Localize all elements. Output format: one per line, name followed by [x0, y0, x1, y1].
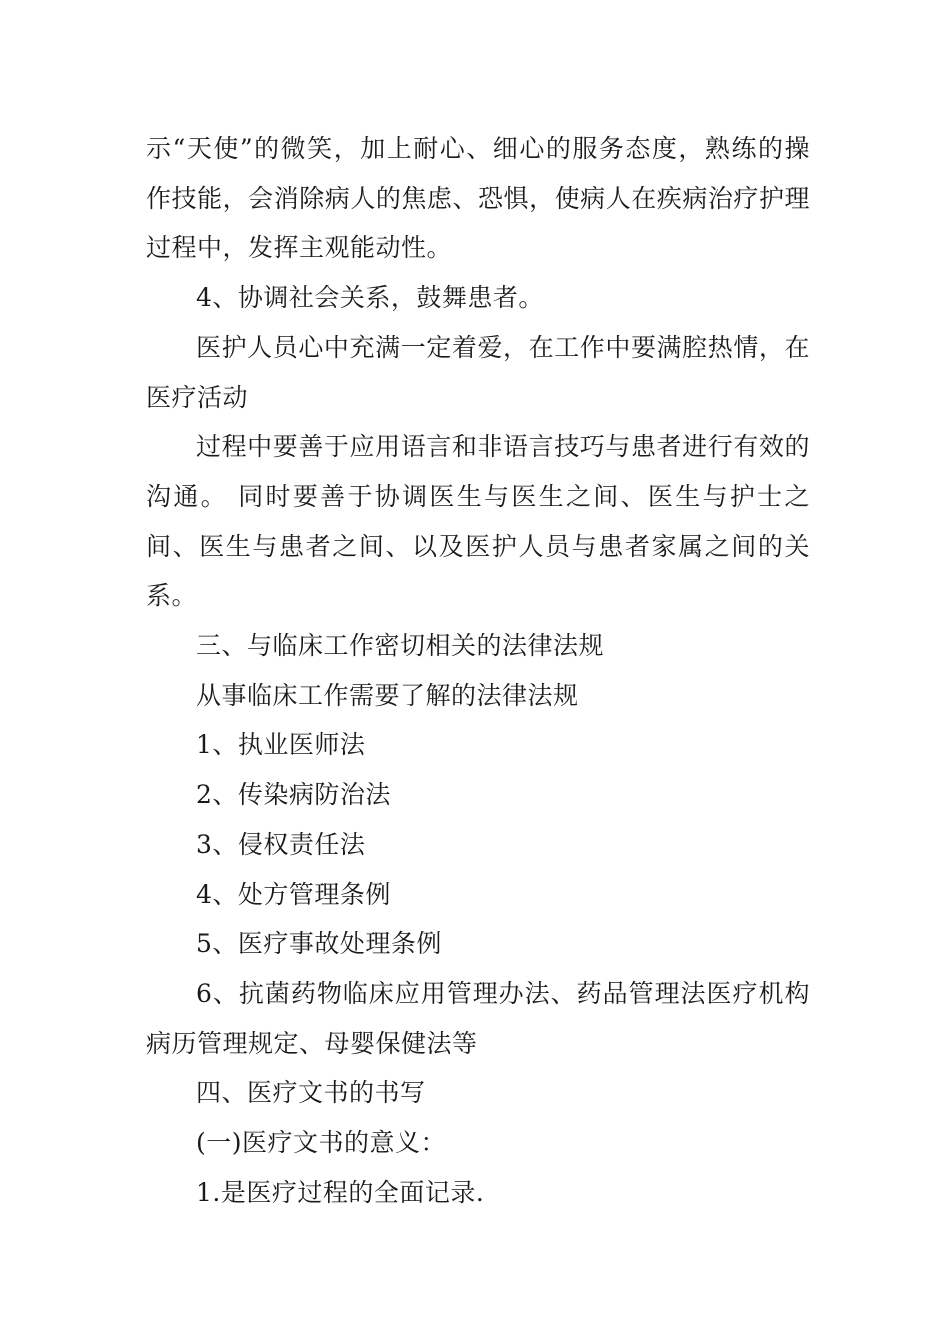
paragraph-medical-staff: 医护人员心中充满一定着爱，在工作中要满腔热情，在医疗活动 [146, 332, 810, 412]
paragraph-laws-intro: 从事临床工作需要了解的法律法规 [196, 680, 579, 710]
law-item-2: 2、传染病防治法 [196, 780, 391, 810]
law-item-5: 5、医疗事故处理条例 [196, 929, 442, 959]
law-item-6: 6、抗菌药物临床应用管理办法、药品管理法医疗机构病历管理规定、母婴保健法等 [146, 978, 810, 1058]
paragraph-continuation: 示“天使”的微笑，加上耐心、细心的服务态度，熟练的操作技能，会消除病人的焦虑、恐惧，使病人在疾病治疗护理过程中，发挥主观能动性。 [146, 134, 810, 263]
law-item-1: 1、执业医师法 [196, 730, 366, 760]
law-item-4: 4、处方管理条例 [196, 879, 391, 909]
paragraph-communication: 过程中要善于应用语言和非语言技巧与患者进行有效的沟通。 同时要善于协调医生与医生之间、医生与护士之间、医生与患者之间、以及医护人员与患者家属之间的关系。 [146, 432, 810, 611]
subsection-heading-meaning: (一)医疗文书的意义： [196, 1128, 447, 1158]
law-item-3: 3、侵权责任法 [196, 829, 366, 859]
document-body [146, 124, 810, 1217]
section-heading-documents: 四、医疗文书的书写 [196, 1078, 426, 1108]
meaning-item-1: 1.是医疗过程的全面记录. [196, 1177, 485, 1207]
paragraph-item-4-social: 4、协调社会关系，鼓舞患者。 [196, 283, 544, 313]
section-heading-laws: 三、与临床工作密切相关的法律法规 [196, 631, 605, 661]
